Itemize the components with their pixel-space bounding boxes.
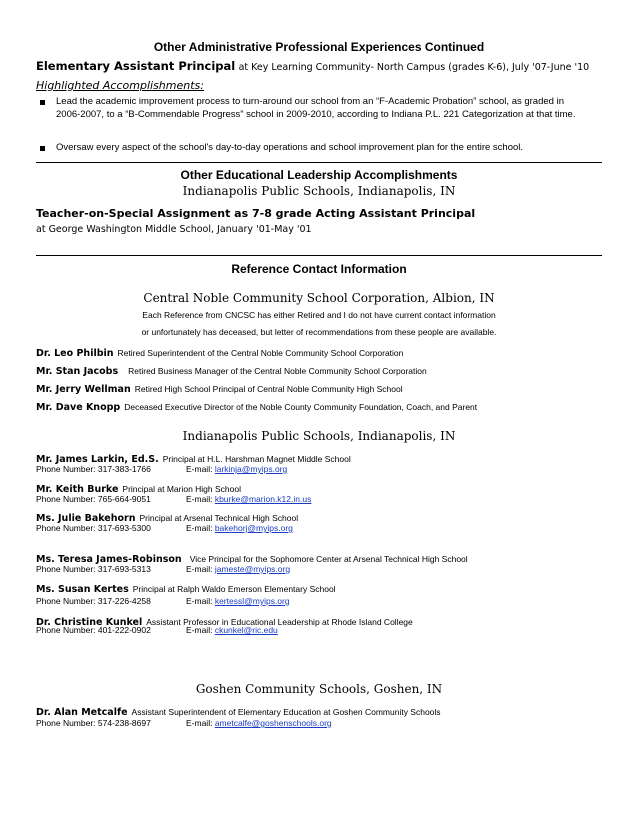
reference-desc: Retired Superintendent of the Central Noble Community School Corporation (117, 348, 404, 358)
reference-entry (36, 397, 477, 415)
reference-desc: Principal at H.L. Harshman Magnet Middle School (162, 454, 351, 464)
email-label: E-mail: (186, 523, 213, 533)
reference-phone: Phone Number: 317-226-4258 (36, 596, 151, 606)
reference-phone: Phone Number: 401-222-0902 (36, 625, 151, 635)
reference-name: Dr. Leo Philbin (36, 348, 114, 359)
email-link[interactable]: ametcalfe@goshenschools.org (214, 718, 332, 728)
reference-desc: Assistant Superintendent of Elementary Education at Goshen Community Schools (131, 707, 441, 717)
reference-name: Ms. Julie Bakehorn (36, 513, 136, 524)
email-label: E-mail: (186, 596, 213, 606)
reference-entry (36, 579, 336, 597)
reference-name: Mr. James Larkin, Ed.S. (36, 454, 159, 465)
email-label: E-mail: (186, 718, 213, 728)
reference-email-row (186, 718, 332, 728)
reference-name: Mr. Jerry Wellman (36, 384, 131, 395)
reference-email-row (186, 625, 278, 635)
email-link[interactable]: bakehorj@myips.org (214, 523, 293, 533)
group-heading-central-noble: Central Noble Community School Corporation, Albion, IN (143, 291, 495, 305)
email-link[interactable]: ckunkel@ric.edu (214, 625, 278, 635)
reference-desc: Retired High School Principal of Central Noble Community High School (134, 384, 403, 394)
email-link[interactable]: larkinja@myips.org (214, 464, 288, 474)
reference-email-row (186, 523, 293, 533)
job-line (36, 59, 589, 73)
reference-email-row (186, 564, 290, 574)
email-label: E-mail: (186, 625, 213, 635)
email-label: E-mail: (186, 564, 213, 574)
job-details: at Key Learning Community- North Campus (grades K-6), July '07-June '10 (238, 62, 590, 73)
reference-email-row (186, 464, 287, 474)
reference-entry (36, 361, 427, 379)
reference-phone: Phone Number: 317-383-1766 (36, 464, 151, 474)
bullet-item: Oversaw every aspect of the school's day-to-day operations and school improvement plan for the entire school. (56, 142, 524, 153)
reference-name: Mr. Stan Jacobs (36, 366, 119, 377)
section-divider (36, 162, 602, 163)
reference-name: Dr. Christine Kunkel (36, 617, 143, 628)
section-title-admin-experience: Other Administrative Professional Experiences Continued (153, 40, 485, 54)
tosa-details: at George Washington Middle School, January '01-May '01 (36, 224, 312, 235)
reference-desc: Assistant Professor in Educational Leadership at Rhode Island College (146, 617, 413, 627)
reference-phone: Phone Number: 317-693-5313 (36, 564, 151, 574)
reference-note: Each Reference from CNCSC has either Retired and I do not have current contact information (142, 310, 496, 320)
reference-name: Ms. Teresa James-Robinson (36, 554, 182, 565)
section-title-references: Reference Contact Information (231, 262, 407, 276)
reference-desc: Retired Business Manager of the Central Noble Community School Corporation (128, 366, 427, 376)
reference-desc: Vice Principal for the Sophomore Center at Arsenal Technical High School (189, 554, 468, 564)
bullet-icon (40, 146, 45, 151)
section-subtitle-ips: Indianapolis Public Schools, Indianapolis, IN (182, 184, 456, 198)
reference-phone: Phone Number: 574-238-8697 (36, 718, 151, 728)
bullet-icon (40, 100, 45, 105)
reference-phone: Phone Number: 765-664-9051 (36, 494, 151, 504)
reference-note: or unfortunately has deceased, but letter of recommendations from these people are available. (141, 327, 497, 337)
group-heading-indianapolis: Indianapolis Public Schools, Indianapolis, IN (182, 429, 456, 443)
reference-email-row (186, 494, 311, 504)
reference-name: Mr. Keith Burke (36, 484, 119, 495)
tosa-role: Teacher-on-Special Assignment as 7-8 grade Acting Assistant Principal (36, 207, 476, 220)
group-heading-goshen: Goshen Community Schools, Goshen, IN (195, 682, 443, 696)
email-label: E-mail: (186, 494, 213, 504)
section-title-leadership: Other Educational Leadership Accomplishments (180, 168, 458, 182)
reference-phone: Phone Number: 317-693-5300 (36, 523, 151, 533)
job-title: Elementary Assistant Principal (36, 59, 236, 73)
reference-desc: Principal at Marion High School (122, 484, 241, 494)
email-link[interactable]: kertessl@myips.org (214, 596, 290, 606)
reference-desc: Principal at Arsenal Technical High School (139, 513, 299, 523)
highlights-label: Highlighted Accomplishments: (36, 79, 204, 92)
bullet-item: Lead the academic improvement process to turn-around our school from an “F-Academic Probation” school, as graded in 2006-2007, to a “B-Commendable Progress” school in 2009-2010, according to Indiana P.L. 221 Categorization at that time. (56, 96, 576, 120)
reference-entry (36, 343, 403, 361)
email-link[interactable]: kburke@marion.k12.in.us (214, 494, 312, 504)
reference-email-row (186, 596, 290, 606)
reference-desc: Principal at Ralph Waldo Emerson Elementary School (132, 584, 336, 594)
email-label: E-mail: (186, 464, 213, 474)
reference-entry (36, 379, 403, 397)
section-divider (36, 255, 602, 256)
email-link[interactable]: jameste@myips.org (214, 564, 291, 574)
reference-name: Ms. Susan Kertes (36, 584, 129, 595)
reference-name: Mr. Dave Knopp (36, 402, 121, 413)
reference-desc: Deceased Executive Director of the Noble County Community Foundation, Coach, and Parent (124, 402, 478, 412)
reference-name: Dr. Alan Metcalfe (36, 707, 128, 718)
